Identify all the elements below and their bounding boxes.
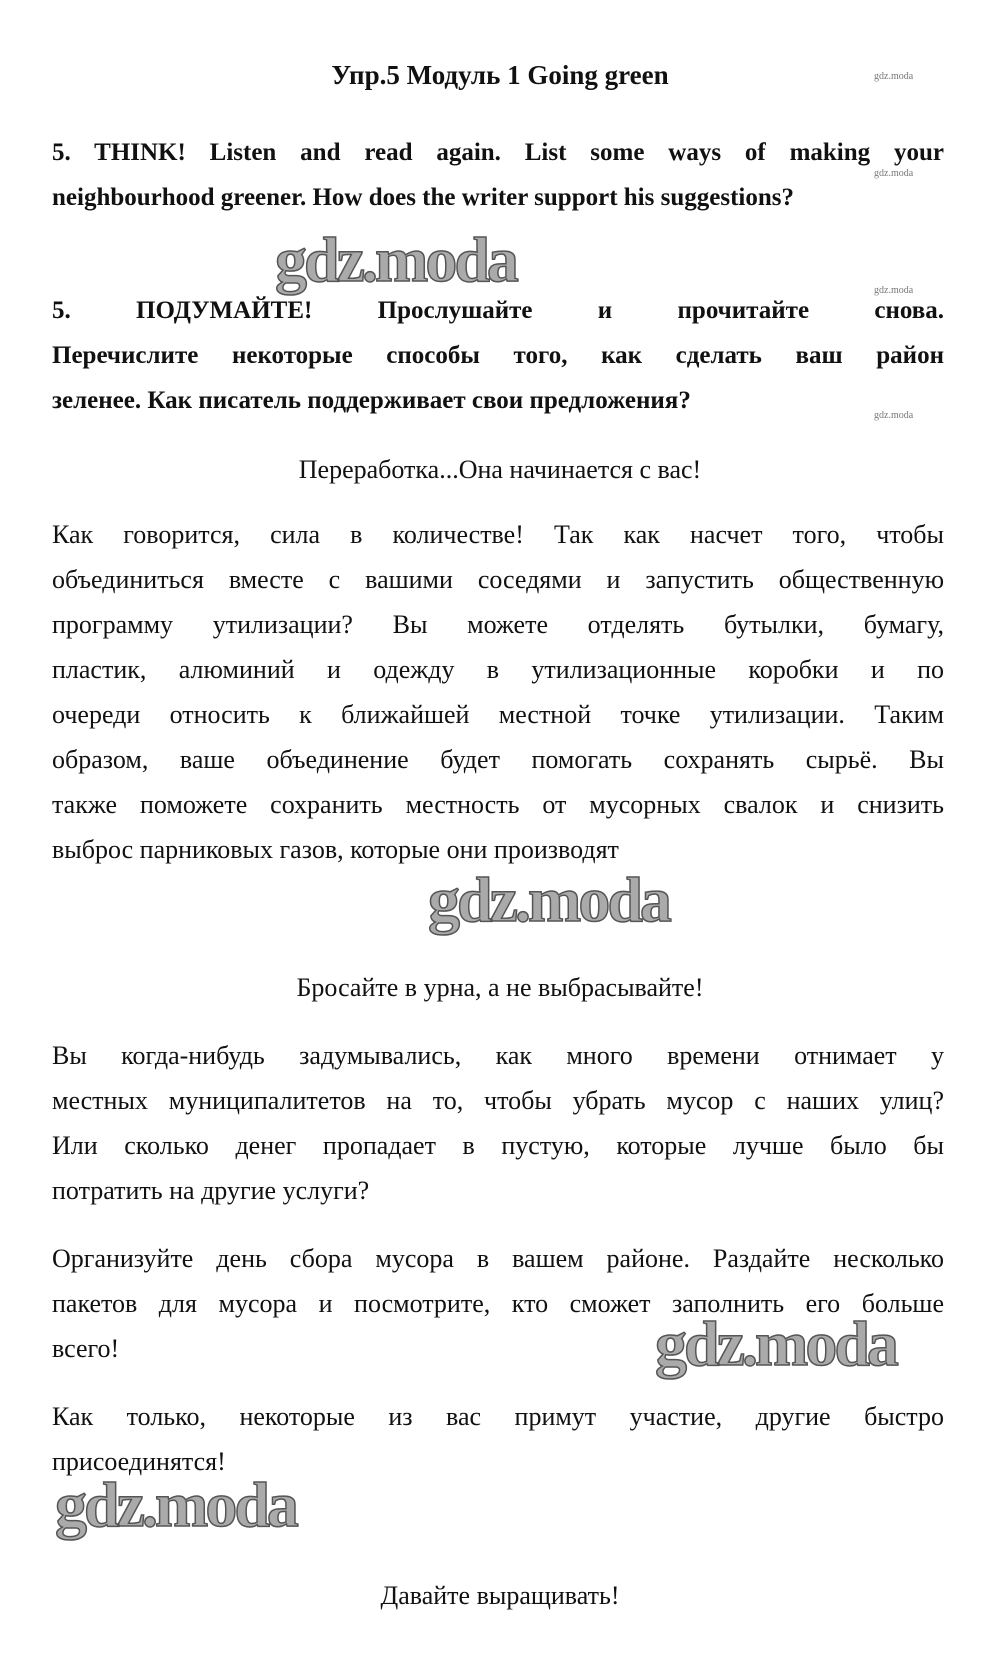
watermark-large: gdz.moda (428, 864, 669, 935)
body-line: присоединятся! (52, 1447, 226, 1476)
body-line: Организуйте день сбора мусора в вашем районе. Раздайте несколько (52, 1244, 944, 1273)
watermark-large: gdz.moda (275, 224, 516, 295)
section-heading-grow: Давайте выращивать! (380, 1581, 620, 1610)
body-line: программу утилизации? Вы можете отделять бутылки, бумагу, (52, 610, 944, 639)
body-line: всего! (52, 1334, 120, 1363)
task-en-line: 5. THINK! Listen and read again. List some ways of making your (52, 139, 944, 166)
watermark-small: gdz.moda (874, 285, 914, 296)
body-line: образом, ваше объединение будет помогать сохранять сырьё. Вы (52, 745, 944, 774)
body-line: пакетов для мусора и посмотрите, кто сможет заполнить его больше (52, 1289, 944, 1318)
task-en-line: neighbourhood greener. How does the writer support his suggestions? (52, 184, 794, 211)
body-line: пластик, алюминий и одежду в утилизационные коробки и по (52, 655, 944, 684)
body-line: местных муниципалитетов на то, чтобы убрать мусор с наших улиц? (52, 1086, 944, 1115)
section-heading-litter: Бросайте в урна, а не выбрасывайте! (296, 973, 704, 1002)
watermark-small: gdz.moda (874, 71, 914, 82)
watermark-small: gdz.moda (874, 168, 914, 179)
body-line: Как только, некоторые из вас примут участие, другие быстро (52, 1402, 944, 1431)
body-line: Вы когда-нибудь задумывались, как много времени отнимает у (52, 1041, 944, 1070)
watermark-large: gdz.moda (655, 1308, 896, 1379)
watermark-small: gdz.moda (874, 410, 914, 421)
page-title: Упр.5 Модуль 1 Going green (331, 60, 669, 90)
task-ru-line: Перечислите некоторые способы того, как сделать ваш район (52, 342, 944, 369)
watermark-large: gdz.moda (55, 1469, 296, 1540)
task-ru-line: 5. ПОДУМАЙТЕ! Прослушайте и прочитайте снова. (52, 297, 944, 324)
body-line: объединиться вместе с вашими соседями и запустить общественную (52, 565, 944, 594)
task-ru-line: зеленее. Как писатель поддерживает свои предложения? (52, 387, 691, 414)
section-heading-recycling: Переработка...Она начинается с вас! (298, 455, 702, 484)
body-line: также поможете сохранить местность от мусорных свалок и снизить (52, 790, 944, 819)
body-line: очереди относить к ближайшей местной точке утилизации. Таким (52, 700, 944, 729)
body-line: потратить на другие услуги? (52, 1176, 370, 1205)
body-line: Или сколько денег пропадает в пустую, которые лучше было бы (52, 1131, 944, 1160)
body-line: Как говорится, сила в количестве! Так как насчет того, чтобы (52, 520, 944, 549)
body-line: выброс парниковых газов, которые они производят (52, 835, 619, 864)
